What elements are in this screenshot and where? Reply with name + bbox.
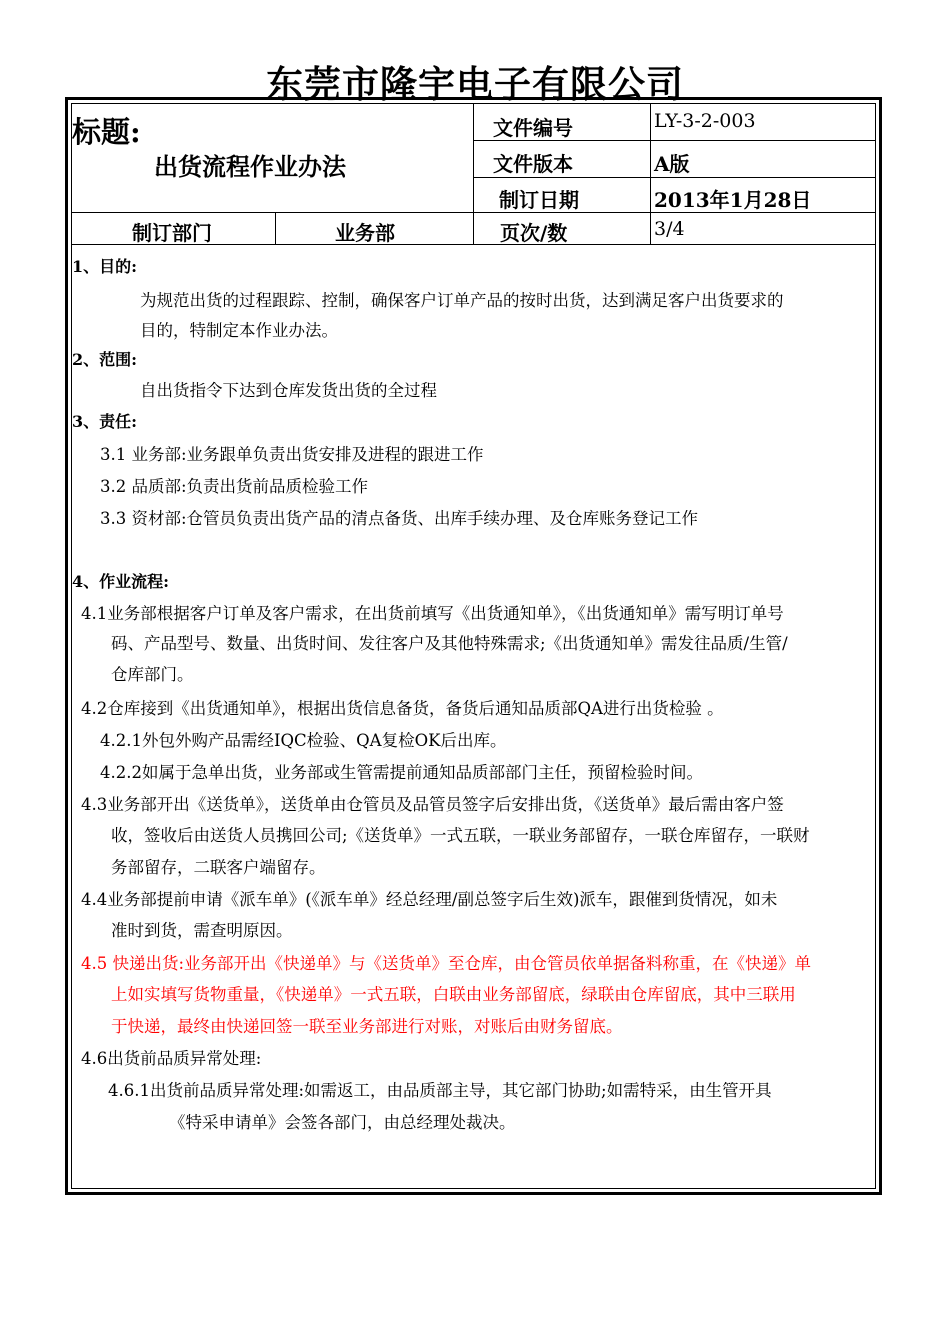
section-1-heading: 1、目的: — [72, 257, 138, 276]
section-3-item: 3.3 资材部:仓管员负责出货产品的清点备货、出库手续办理、及仓库账务登记工作 — [100, 509, 699, 528]
company-name: 东莞市隆宇电子有限公司 — [266, 62, 684, 106]
page-label: 页次/数 — [500, 221, 568, 245]
para-4-4-line: 准时到货，需查明原因。 — [111, 921, 293, 940]
date-value: 2013年1月28日 — [654, 188, 812, 212]
para-4-1-line: 4.1业务部根据客户订单及客户需求，在出货前填写《出货通知单》，《出货通知单》需写明订单号 — [81, 604, 784, 623]
para-4-1-line: 码、产品型号、数量、出货时间、发往客户及其他特殊需求;《出货通知单》需发往品质/生管/ — [111, 634, 788, 653]
para-4-3-line: 收，签收后由送货人员携回公司;《送货单》一式五联，一联业务部留存，一联仓库留存，一联财 — [111, 826, 810, 845]
para-4-2-1: 4.2.1外包外购产品需经IQC检验、QA复检OK后出库。 — [100, 731, 507, 750]
document-title: 出货流程作业办法 — [154, 152, 346, 181]
doc-no-label: 文件编号 — [493, 116, 573, 140]
section-3-item: 3.2 品质部:负责出货前品质检验工作 — [100, 477, 369, 496]
para-4-3-line: 4.3业务部开出《送货单》，送货单由仓管员及品管员签字后安排出货，《送货单》最后需由客户签 — [81, 795, 784, 814]
doc-no-value: LY-3-2-003 — [654, 110, 756, 132]
para-4-4-line: 4.4业务部提前申请《派车单》(《派车单》经总经理/副总签字后生效)派车，跟催到货情况，如未 — [81, 890, 778, 909]
grid-line — [473, 104, 474, 244]
para-4-2-2: 4.2.2如属于急单出货，业务部或生管需提前通知品质部部门主任，预留检验时间。 — [100, 763, 703, 782]
document-frame — [65, 97, 882, 1195]
grid-line — [650, 104, 651, 244]
dept-value: 业务部 — [335, 221, 395, 245]
section-3-heading: 3、责任: — [72, 412, 138, 431]
version-label: 文件版本 — [493, 152, 573, 176]
para-4-5-line: 4.5 快递出货:业务部开出《快递单》与《送货单》至仓库，由仓管员依单据备料称重，在《快递》单 — [81, 954, 812, 973]
section-1-line: 为规范出货的过程跟踪、控制，确保客户订单产品的按时出货，达到满足客户出货要求的 — [140, 291, 784, 310]
document-inner-border — [71, 103, 876, 1189]
para-4-5-line: 于快递，最终由快递回签一联至业务部进行对账，对账后由财务留底。 — [111, 1017, 623, 1036]
section-3-item: 3.1 业务部:业务跟单负责出货安排及进程的跟进工作 — [100, 445, 484, 464]
grid-line — [473, 177, 875, 178]
section-4-heading: 4、作业流程: — [72, 572, 170, 591]
para-4-6-1-line: 《特采申请单》会签各部门，由总经理处裁决。 — [169, 1113, 516, 1132]
grid-line — [275, 212, 276, 244]
para-4-6-1-line: 4.6.1出货前品质异常处理:如需返工，由品质部主导，其它部门协助;如需特采，由生管开具 — [108, 1081, 772, 1100]
para-4-1-line: 仓库部门。 — [111, 665, 194, 684]
para-4-2: 4.2仓库接到《出货通知单》，根据出货信息备货，备货后通知品质部QA进行出货检验 。 — [81, 699, 724, 718]
section-1-line: 目的，特制定本作业办法。 — [140, 321, 338, 340]
para-4-5-line: 上如实填写货物重量，《快递单》一式五联，白联由业务部留底，绿联由仓库留底，其中三联用 — [111, 985, 796, 1004]
section-2-heading: 2、范围: — [72, 350, 138, 369]
date-label: 制订日期 — [499, 188, 579, 212]
para-4-6: 4.6出货前品质异常处理: — [81, 1049, 262, 1068]
section-2-line: 自出货指令下达到仓库发货出货的全过程 — [140, 381, 437, 400]
version-value: A版 — [654, 152, 690, 176]
para-4-3-line: 务部留存，二联客户端留存。 — [111, 858, 326, 877]
page-value: 3/4 — [654, 218, 685, 240]
title-label: 标题: — [72, 115, 141, 149]
dept-label: 制订部门 — [132, 221, 212, 245]
